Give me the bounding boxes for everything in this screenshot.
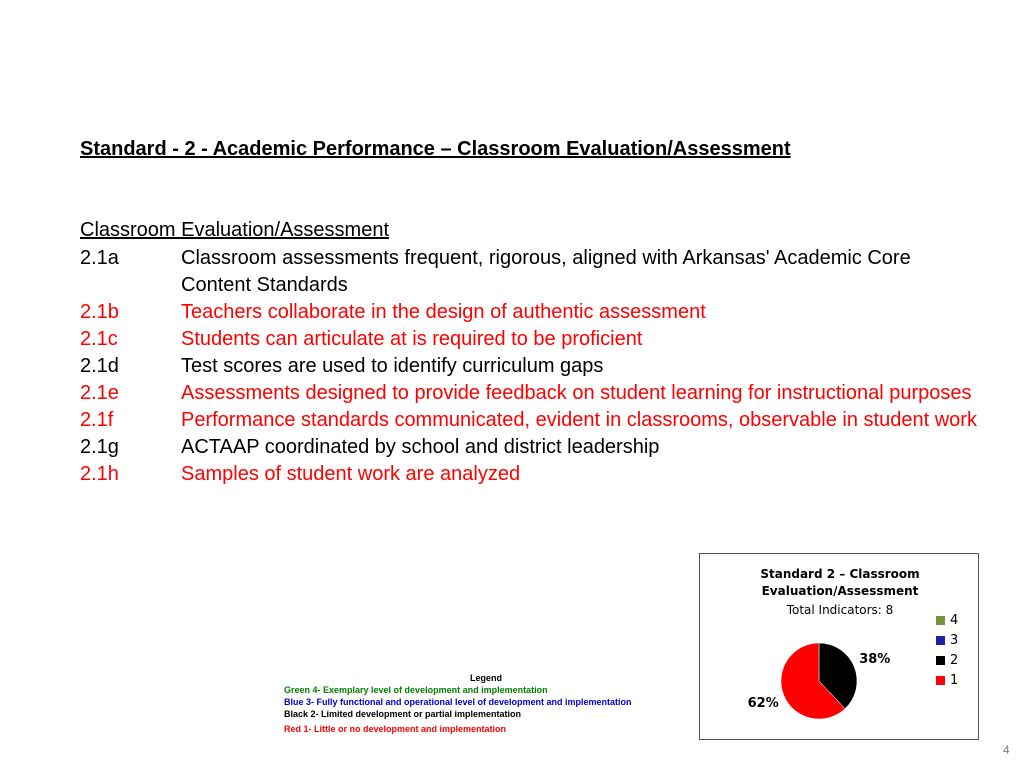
indicator-text: Teachers collaborate in the design of authentic assessment (181, 301, 706, 323)
pie-chart (699, 553, 979, 740)
legend-item: Black 2- Limited development or partial implementation (284, 709, 522, 719)
chart-legend-label: 1 (950, 672, 959, 688)
page-number: 4 (1003, 743, 1010, 757)
legend-item: Red 1- Little or no development and implementation (284, 724, 507, 734)
chart-legend-label: 2 (950, 652, 959, 668)
chart-legend-item (936, 630, 958, 650)
indicator-item (80, 245, 980, 299)
slide-title: Standard - 2 - Academic Performance – Classroom Evaluation/Assessment (80, 138, 791, 160)
indicator-code: 2.1g (80, 436, 119, 458)
indicator-code: 2.1a (80, 247, 119, 269)
indicator-code: 2.1c (80, 328, 118, 350)
legend-title: Legend (469, 673, 502, 683)
chart-title-line1: Standard 2 – Classroom (760, 567, 920, 581)
indicator-code: 2.1e (80, 382, 119, 404)
legend-items (284, 684, 684, 735)
chart-subtitle: Total Indicators: 8 (786, 603, 894, 617)
chart-legend-label: 4 (950, 612, 959, 628)
indicator-item (80, 407, 980, 434)
legend-swatch (936, 616, 945, 625)
chart-title-line2: Evaluation/Assessment (761, 584, 919, 598)
indicator-item (80, 434, 980, 461)
indicator-code: 2.1b (80, 301, 119, 323)
indicator-text: ACTAAP coordinated by school and district leadership (181, 436, 660, 458)
indicator-item (80, 461, 980, 488)
pie-data-label: 38% (859, 651, 891, 667)
legend-swatch (936, 676, 945, 685)
indicator-code: 2.1d (80, 355, 119, 377)
indicator-list (80, 245, 980, 488)
indicator-text: Students can articulate at is required to be proficient (181, 328, 643, 350)
indicator-text: Samples of student work are analyzed (181, 463, 521, 485)
indicator-code: 2.1f (80, 409, 114, 431)
chart-legend-label: 3 (950, 632, 959, 648)
chart-legend-item (936, 610, 958, 630)
indicator-item (80, 299, 980, 326)
chart-legend-item (936, 670, 958, 690)
indicator-text: Test scores are used to identify curriculum gaps (181, 355, 604, 377)
indicator-item (80, 326, 980, 353)
indicator-code: 2.1h (80, 463, 119, 485)
legend-swatch (936, 656, 945, 665)
legend-item: Green 4- Exemplary level of development and implementation (284, 685, 548, 695)
indicator-text: Assessments designed to provide feedback on student learning for instructional purposes (181, 382, 972, 404)
indicator-item (80, 353, 980, 380)
legend-swatch (936, 636, 945, 645)
chart-legend (936, 610, 958, 690)
pie-data-label: 62% (747, 696, 779, 712)
indicator-text: Performance standards communicated, evident in classrooms, observable in student work (181, 409, 977, 431)
indicator-text: Classroom assessments frequent, rigorous, aligned with Arkansas' Academic Core Content Standards (181, 247, 911, 296)
legend (284, 672, 684, 735)
chart-legend-item (936, 650, 958, 670)
section-heading: Classroom Evaluation/Assessment (80, 219, 390, 241)
chart-title (700, 566, 980, 600)
legend-item: Blue 3- Fully functional and operational level of development and implementation (284, 697, 632, 707)
indicator-item (80, 380, 980, 407)
